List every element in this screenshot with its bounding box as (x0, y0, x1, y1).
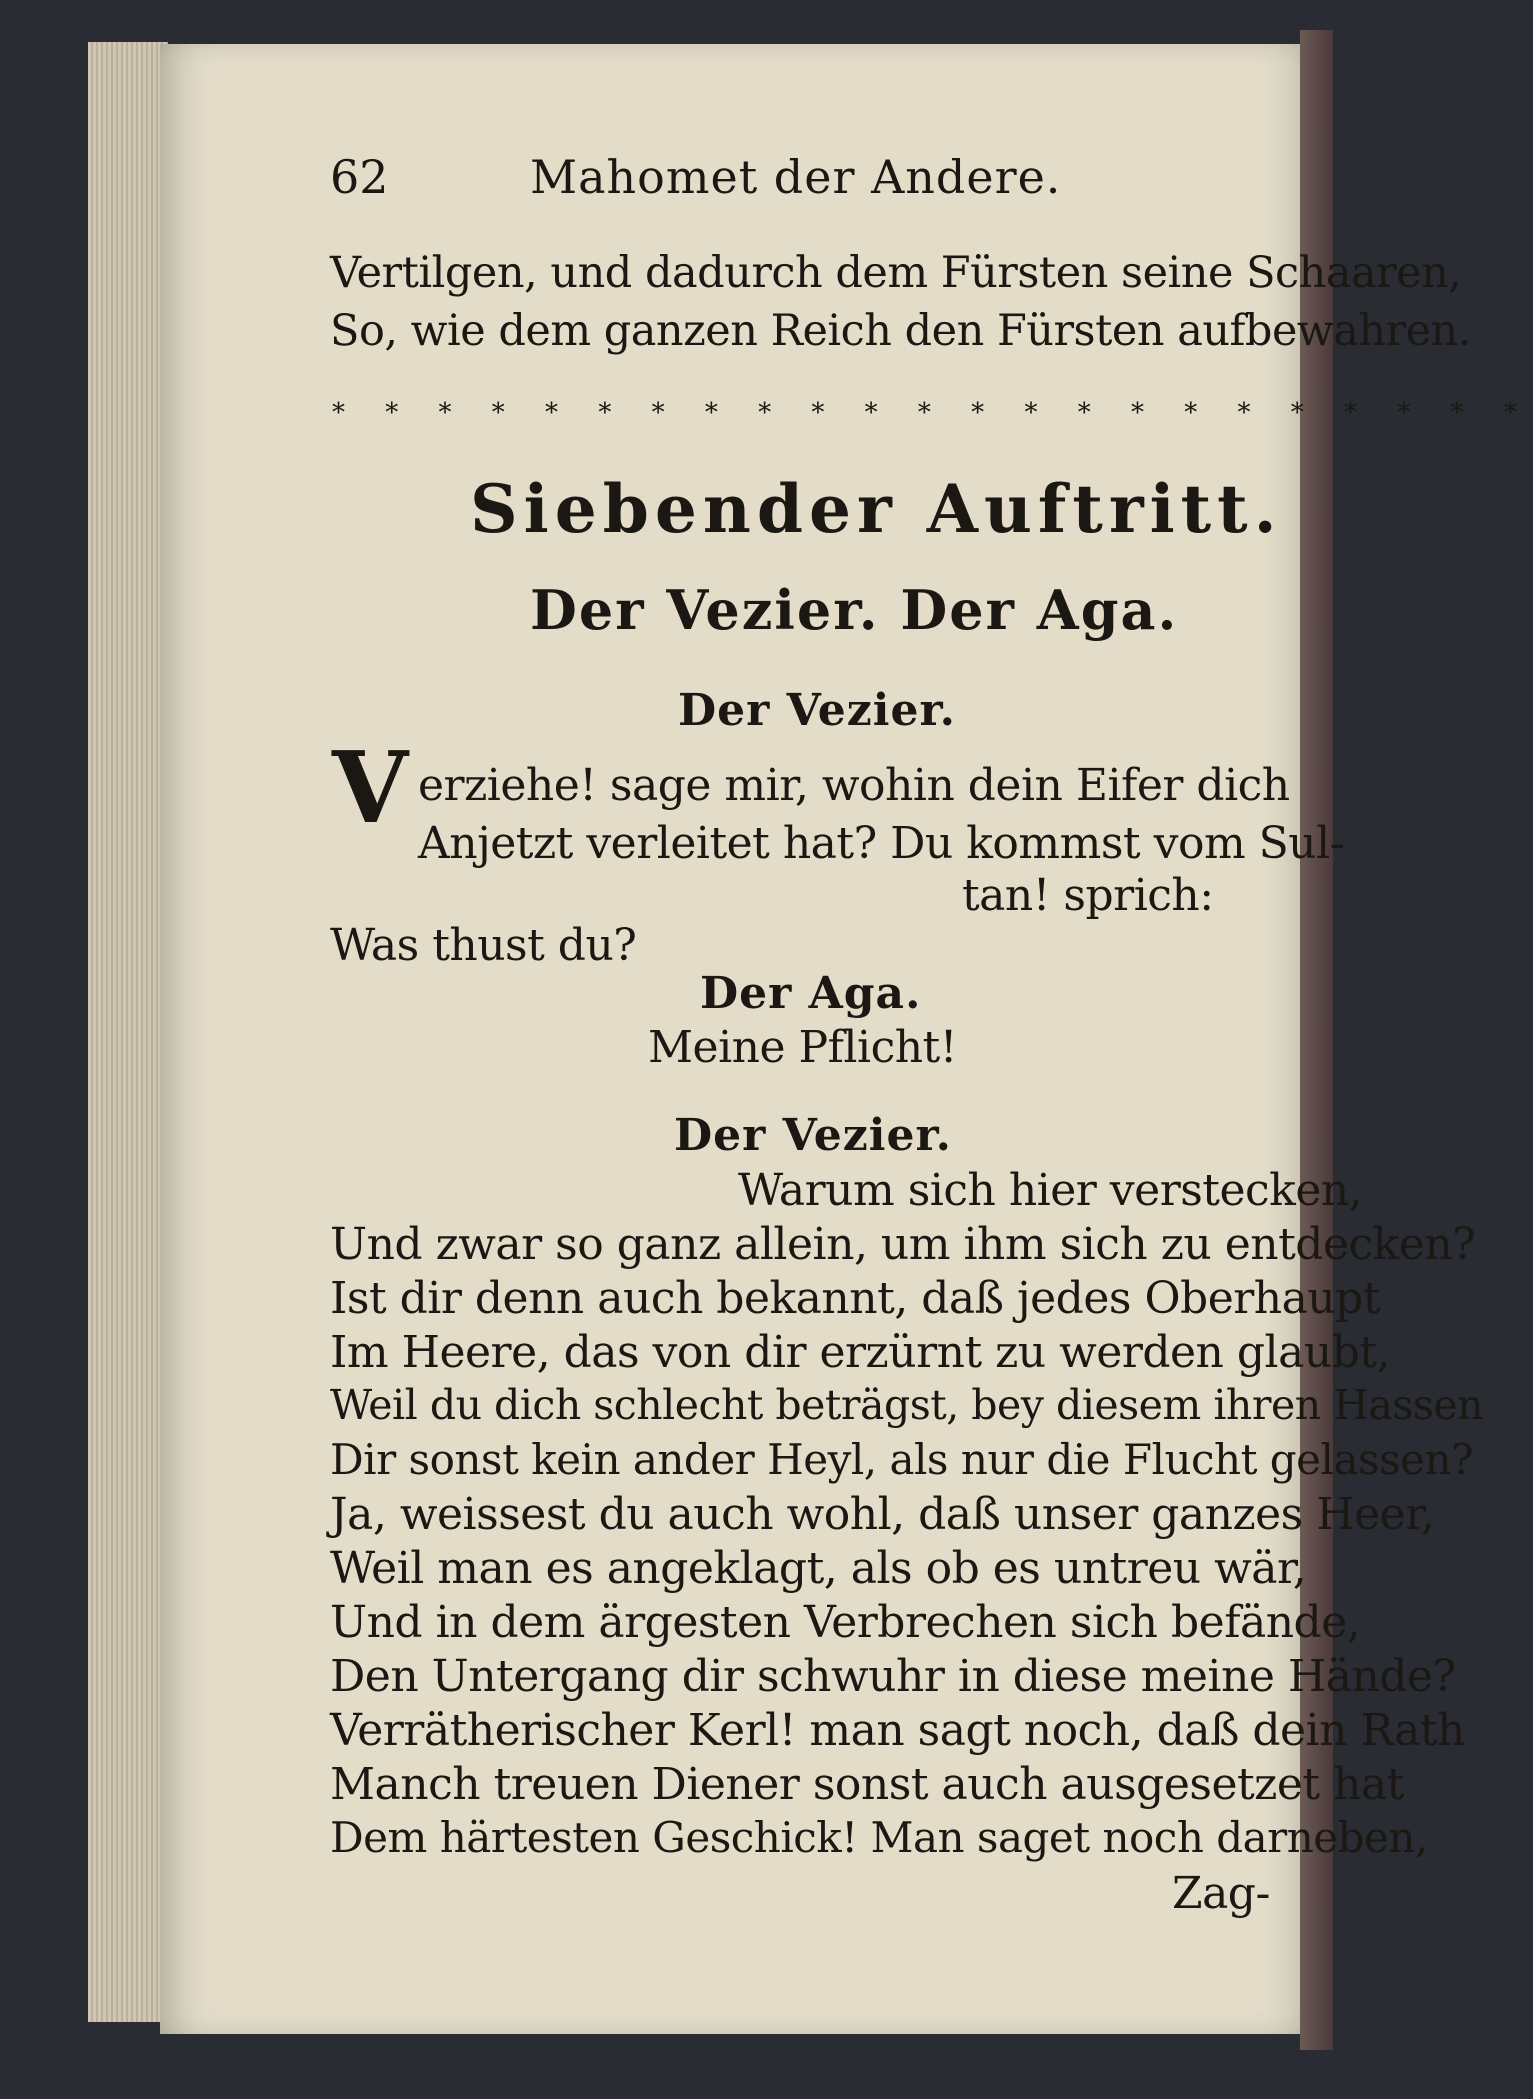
vezier2-line-11: Verrätherischer Kerl! man sagt noch, daß dein Rath (330, 1705, 1465, 1756)
dramatis-personae: Der Vezier. Der Aga. (530, 578, 1179, 642)
vezier-line-2: Anjetzt verleitet hat? Du kommst vom Sul- (418, 818, 1345, 869)
vezier2-line-7: Ja, weissest du auch wohl, daß unser ganzes Heer, (330, 1489, 1435, 1540)
drop-capital: V (332, 731, 409, 846)
catchword: Zag- (1172, 1868, 1270, 1919)
running-title: Mahomet der Andere. (530, 150, 1062, 204)
speaker-vezier-2: Der Vezier. (674, 1110, 952, 1161)
ornamental-divider: * * * * * * * * * * * * * * * * * * * * * * * (332, 398, 1533, 428)
top-line-1: Vertilgen, und dadurch dem Fürsten seine Schaaren, (330, 248, 1462, 298)
speaker-vezier-1: Der Vezier. (678, 685, 956, 736)
vezier2-line-12: Manch treuen Diener sonst auch ausgesetzet hat (330, 1759, 1404, 1810)
vezier2-line-2: Und zwar so ganz allein, um ihm sich zu entdecken? (330, 1219, 1476, 1270)
vezier2-line-8: Weil man es angeklagt, als ob es untreu wär, (330, 1543, 1307, 1594)
vezier2-line-13: Dem härtesten Geschick! Man saget noch darneben, (330, 1813, 1428, 1862)
page-stack-edge (88, 42, 168, 2022)
vezier2-line-6: Dir sonst kein ander Heyl, als nur die Flucht gelassen? (330, 1435, 1474, 1484)
vezier-line-1: erziehe! sage mir, wohin dein Eifer dich (418, 760, 1290, 811)
vezier2-line-10: Den Untergang dir schwuhr in diese meine Hände? (330, 1651, 1456, 1702)
top-line-2: So, wie dem ganzen Reich den Fürsten aufbewahren. (330, 306, 1471, 356)
vezier2-line-9: Und in dem ärgesten Verbrechen sich befände, (330, 1597, 1361, 1648)
vezier2-line-3: Ist dir denn auch bekannt, daß jedes Oberhaupt (330, 1273, 1381, 1324)
aga-line: Meine Pflicht! (648, 1022, 957, 1073)
page-number: 62 (330, 150, 389, 204)
scene-title: Siebender Auftritt. (470, 470, 1283, 548)
vezier2-line-5: Weil du dich schlecht beträgst, bey diesem ihren Hassen (330, 1381, 1484, 1429)
speaker-aga: Der Aga. (700, 968, 922, 1019)
vezier-line-4: Was thust du? (330, 920, 637, 971)
vezier-line-3: tan! sprich: (962, 870, 1214, 921)
vezier2-line-1: Warum sich hier verstecken, (738, 1165, 1363, 1216)
vezier2-line-4: Im Heere, das von dir erzürnt zu werden glaubt, (330, 1327, 1391, 1378)
